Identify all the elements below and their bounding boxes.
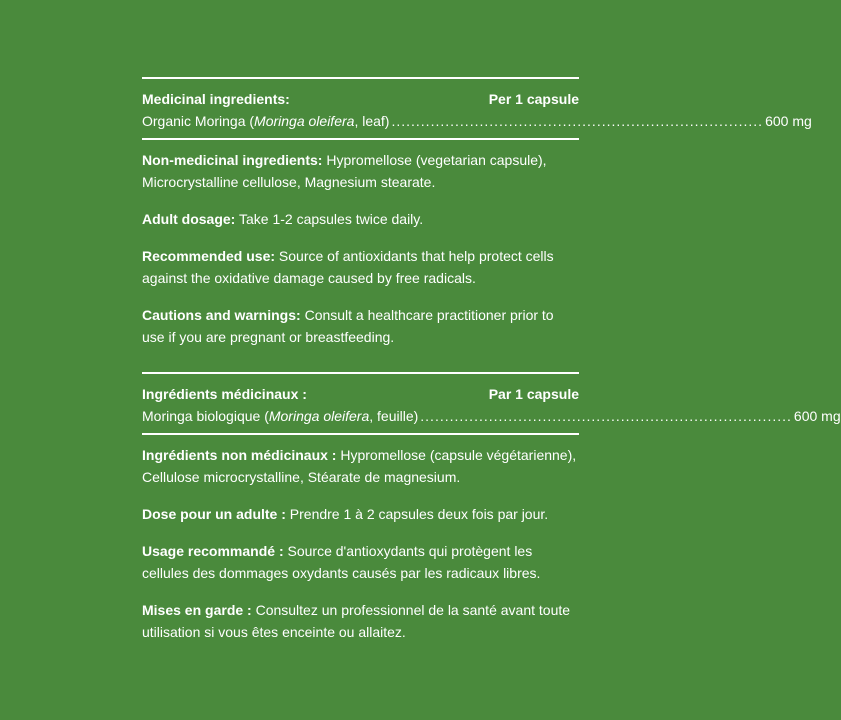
- leader-dots: ............................................................................: [420, 408, 792, 424]
- ingredient-name: Organic Moringa (Moringa oleifera, leaf): [142, 113, 390, 129]
- section-dosage: Dose pour un adulte : Prendre 1 à 2 capsules deux fois par jour.: [142, 506, 549, 522]
- ingredient-name: Moringa biologique (Moringa oleifera, feuille): [142, 408, 419, 424]
- latin-name: Moringa oleifera: [254, 113, 355, 129]
- top-rule: [142, 77, 579, 79]
- english-label-panel: [142, 77, 812, 348]
- ingredient-row: [142, 110, 812, 132]
- latin-name: Moringa oleifera: [268, 408, 370, 424]
- section-nonmedicinal: Ingrédients non médicinaux : Hypromellose (capsule végétarienne), Cellulose microcrystalline, Stéarate de magnesium.: [142, 447, 577, 485]
- section-nonmedicinal: Non-medicinal ingredients: Hypromellose (vegetarian capsule), Microcrystalline cellulose, Magnesium stearate.: [142, 152, 547, 190]
- section-cautions: Cautions and warnings: Consult a healthcare practitioner prior to use if you are pregnant or breastfeeding.: [142, 307, 554, 345]
- ingredient-amount: 600 mg: [765, 113, 812, 129]
- section-dosage: Adult dosage: Take 1-2 capsules twice daily.: [142, 211, 424, 227]
- header-right: Par 1 capsule: [488, 386, 579, 402]
- mid-rule: [142, 138, 579, 140]
- header-left: Medicinal ingredients:: [142, 91, 290, 107]
- ingredients-header: [142, 383, 579, 405]
- section-cautions: Mises en garde : Consultez un professionnel de la santé avant toute utilisation si vous êtes enceinte ou allaitez.: [142, 602, 571, 640]
- ingredient-amount: 600 mg: [793, 408, 841, 424]
- ingredients-header: [142, 88, 579, 110]
- ingredient-row: [142, 405, 841, 427]
- header-right: Per 1 capsule: [488, 91, 579, 107]
- section-recommended-use: Recommended use: Source of antioxidants that help protect cells against the oxidative damage caused by free radicals.: [142, 248, 554, 286]
- french-label-panel: [142, 372, 841, 643]
- section-recommended-use: Usage recommandé : Source d'antioxydants qui protègent les cellules des dommages oxydants causés par les radicaux libres.: [142, 543, 541, 581]
- mid-rule: [142, 433, 579, 435]
- top-rule: [142, 372, 579, 374]
- leader-dots: ............................................................................: [391, 113, 764, 129]
- header-left: Ingrédients médicinaux :: [142, 386, 307, 402]
